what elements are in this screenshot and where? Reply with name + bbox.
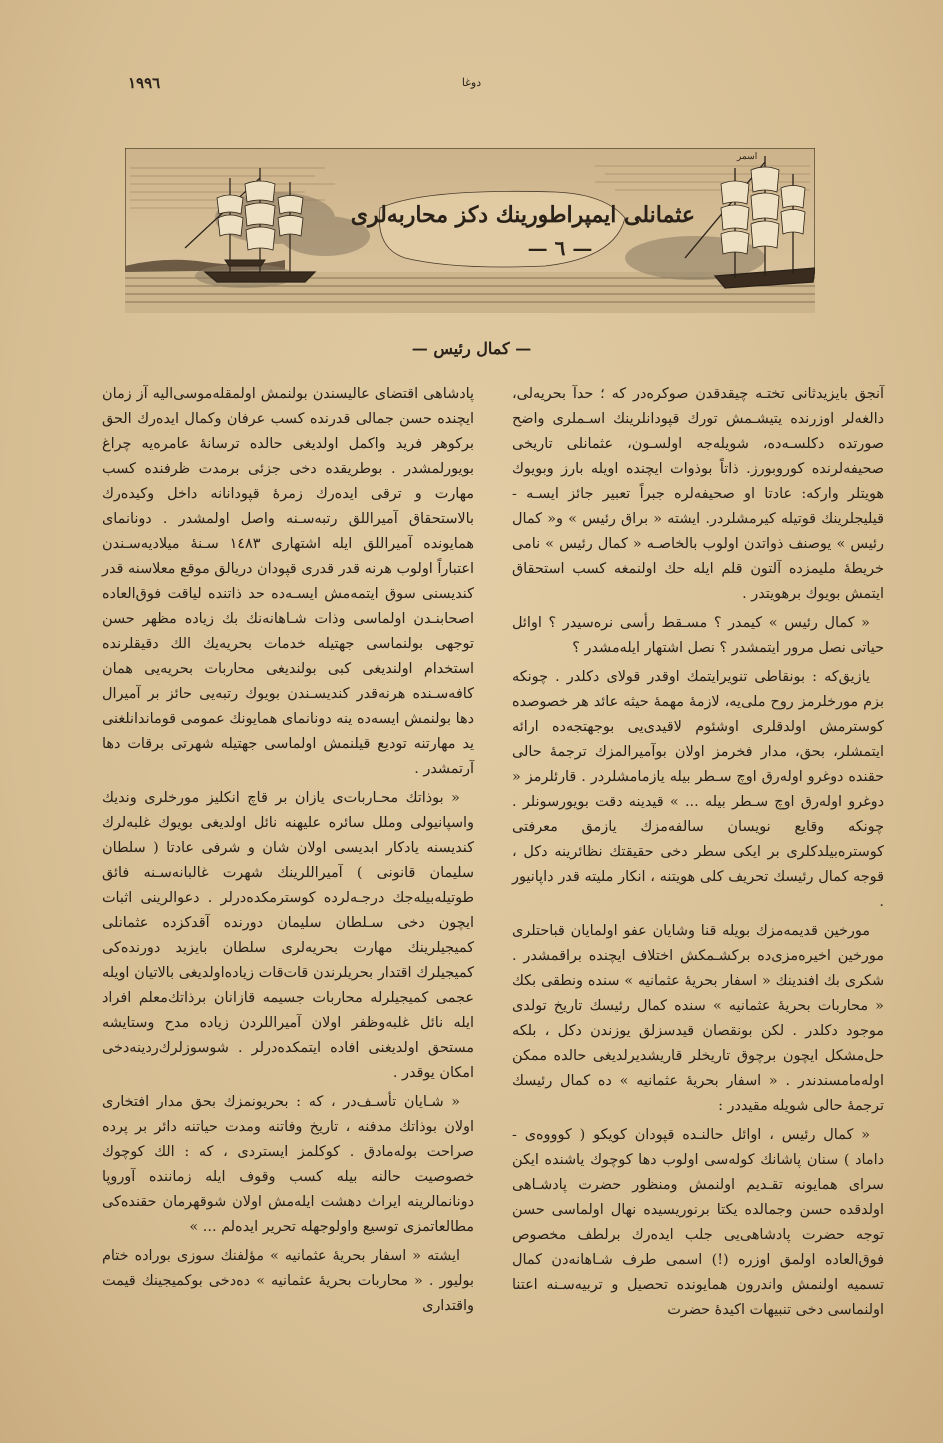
title-banner-illustration	[125, 148, 815, 313]
running-title: دوغا	[461, 76, 482, 89]
paragraph: مورخین قدیمه‌مزك بویله قنا وشایان عفو اولمایان قباحتلری مورخین اخیره‌مزی‌ده بركشـمكش اختلاف ایچنده براقمشدر . شكری بك افندینك « اسفار بحریهٔ عثمانیه » سنده ونطقی بكك « محاربات بحریهٔ عثمانیه » سنده كمال رئیسك تاریخ تولدی موجود دكلدر . لكن بونقصان قیدسزلق یوزندن دكل ، بلكه حل‌مشكل ایچون برچوق تاریخلر قاریشدیرلدیغی حالده ممكن اوله‌مامسندندر . « اسفار بحریهٔ عثمانیه » ده كمال رئیسك ترجمهٔ حالی شویله مقیددر :	[512, 923, 884, 1114]
page-number: ١٩٩٦	[128, 74, 161, 92]
text-column-left	[102, 382, 474, 1323]
article-series-title: عثمانلی ایمپراطورینك دكز محاربه‌لری	[350, 202, 695, 228]
paragraph: « بوذاتك محـاربات‌ی یازان بر قاچ انكلیز مورخلری وندیك واسپانیولی وملل سائره علیهنه نائل اولدیغی بویوك غلبه‌لرك كندیسنه یادكار ابدیسی اولان شان و شرفی عادتا ( سلطان سلیمان قانونی ) آمیراللرینك شهرت غالبانه‌سـنه فائق طوتیله‌بیله‌جك درجـه‌لرده كوسترمكده‌درلر . دعوالرینی اثبات ایچون دخی سـلطان سلیمان دورنده آقدكزده عثمانلی كمیجیلرینك مهارت بحریه‌لری سلطان بایزید دورنده‌كی كمیجیلرك اقتدار بحریلرندن قات‌قات زیاده‌اولدیغی بالاتیان اویله عجمی كمیجیلرله محاربات جسیمه قازانان برذاتك‌معلم افراد ایله نائل غلبه‌وظفر اولان آمیراللردن زیاده مدح وستایشه مستحق اولدیغنی افاده ایتمكده‌درلر . شوسوزلرك‌ردینه‌دخی امكان یوقدر .	[102, 790, 474, 1081]
engraver-signature: اسمر	[737, 152, 758, 162]
paragraph: آنجق بایزیدثانی تختـه چیقدقدن صوكره‌در كه ؛ حدآ بحریه‌لی، دالغه‌لر اوزرنده یتیشـمش تورك قپودانلرینك اسـملری واضح صورتده دكلسـه‌ده، شویله‌جه اولسـون، عثمانلی تاریخی صحیفه‌لرنده كوروبورز. ذاتاً بوذوات ایچنده اویله بارز وبویوك هویتلر واركه: عادتا او صحیفه‌لره جبراً تعبیر جائز ایسـه - قیلیجلرینك قوتیله كیرمشلردر. ایشته « براق رئیس » و« كمال رئیس » یوصنف ذواتدن اولوب بالخاصـه « كمال رئیس » نامی خریطهٔ ملیمزده آلتون قلم ایله حك اولنمغه كسب استحقاق ایتمش بویوك برهویتدر .	[512, 386, 884, 602]
paragraph: « كمال رئیس ، اوائل حالنـده قپودان كویكو ( كوووه‌ی - داماد ) سنان پاشانك كوله‌سی اولوب دها كوچوك یاشنده ایكن سرای همایونه تقـدیم اولنمش ومنظور حضرت پادشـاهی اولدقده حسن وجمالده یكتا برنوریسیده نهال اولماسی حسن توجه حضرت پادشاهی‌یی جلب ایده‌رك برلطف مخصوص فوق‌العاده اولمق اوزره (!) اسمی طرف شـاهانه‌دن كمال تسمیه اولنمش واندرون همایونده تحصیل و تربیه‌سـنه اعتنا اولنماسی دخی تنبیهات اكیدهٔ حضرت	[512, 1127, 884, 1318]
article-part-number: — ٦ —	[527, 236, 593, 260]
paragraph: ایشته « اسفار بحریهٔ عثمانیه » مؤلفنك سوزی بوراده ختام بولیور . « محاربات بحریهٔ عثمانیه » ده‌دخی بوكمیجینك قیمت واقتداری	[102, 1248, 474, 1314]
paragraph: یازیق‌كه : بونقاطی تنویرایتمك اوقدر قولای دكلدر . چونكه بزم مورخلرمز روح ملی‌یه، لازمهٔ مهمهٔ حیثه عائد هر خصوصده كوسترمش اولدقلری اوشئوم لاقیدی‌یی بوجهتجه‌ده ارائه ایتمشلر، بحق، مدار فخرمز اولان بوآمیرالمزك ترجمهٔ حالی حقنده دوغرو اوله‌رق اوچ سـطر بیله یازمامشلردر . قارئلرمز « دوغرو اوله‌رق اوچ سـطر بیله ... » قیدینه دقت بویورسونلر . چونكه وقایع نویسان سالفه‌مزك یازمق معرفتی كوستره‌بیلدكلری بر ایكی سطر دخی حقیقتك نظائرینه دكل ، قوجه كمال رئیسك تحریف كلی هویتنه ، انكار ملیته قدر داپانیور .	[512, 669, 884, 910]
paragraph: پادشاهی اقتضای عالیسندن بولنمش اولمقله‌موسی‌الیه آز زمان ایچنده حسن جمالی قدرنده كسب عرفان وكمال ایده‌رك الحق بركوهر فرید واكمل اولدیغی حالده ترسانهٔ عامره‌یه چراغ بویورلمشدر . بوطریقده دخی جزئی برمدت ظرفنده كسب مهارت و ترقی ایده‌رك زمرهٔ قپودانانه داخل وكیده‌رك بالاستحقاق آمیراللق رتبه‌سـنه واصل اولمشدر . دونانمای همایونده آمیراللق ایله اشتهاری ١٤٨٣ سـنهٔ میلادیه‌سـندن اعتباراً اولوب هرنه قدر قدری قپودان دریالق موقع معلاسنه قدر كندیسنی سوق ایتمه‌مش ایسـه‌ده حد ذاتنده لیاقت فوق‌العاده اصحابنـدن اولماسی وذات شـاهانه‌نك بك زیاده مظهر حسن توجهی بولنماسی جهتیله خدمات بحریه‌یك الك دقیقلرنده استخدام اولندیغی كبی بولندیغی محاربات بحریه‌یی همان كافه‌سـنده هرنه‌قدر كندیسـندن بویوك رتبه‌یی حائز بر آمیرال دها بولنمش ایسه‌ده ینه دونانمای همایونك عمومی قوماندانلغنی ید مهارتنه تودیع قیلنمش اولماسی جهتیله شهرتی برقات دها آرتمشدر .	[102, 386, 474, 777]
article-subtitle: — كمال رئیس —	[411, 339, 532, 358]
paragraph: « كمال رئیس » كیمدر ؟ مسـقط رأسی نره‌سیدر ؟ اوائل حیاتی نصل مرور ایتمشدر ؟ نصل اشتهار ایله‌مشدر ؟	[512, 615, 884, 656]
text-column-right	[512, 382, 884, 1327]
naval-battle-engraving	[125, 148, 815, 313]
paragraph: « شـایان تأسـف‌در ، كه : بحریونمزك بحق مدار افتخاری اولان بوذاتك مدفنه ، تاریخ وفاتنه ومدت حیاتنه دائر بر پرده صراحت بوله‌مادق . كوكلمز ایستردی ، كه : الك كوچوك خصوصیت حالنه بیله كسب وقوف ایله زماننده آوروپا دونانمالرینه ایراث دهشت ایله‌مش اولان شوقهرمان حقنده‌كی مطالعاتمزی توسیع واولوجهله تحریر ایده‌لم ... »	[102, 1094, 474, 1235]
